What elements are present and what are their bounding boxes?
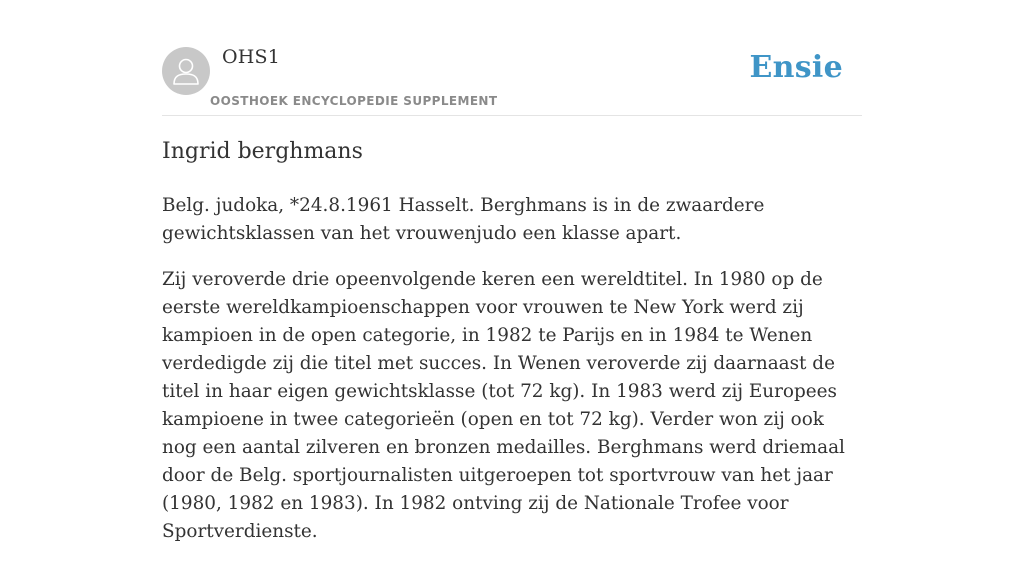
source-subtitle[interactable]: OOSTHOEK ENCYCLOPEDIE SUPPLEMENT [210, 94, 498, 108]
article-paragraph: Zij veroverde drie opeenvolgende keren een wereldtitel. In 1980 op de eerste wereldkampioenschappen voor vrouwen te New York werd zij kampioen in de open categorie, in 1982 te Parijs en in 1984 te Wenen verdedigde zij die titel met succes. In Wenen veroverde zij daarnaast de titel in haar eigen gewichtsklasse (tot 72 kg). In 1983 werd zij Europees kampioene in twee categorieën (open en tot 72 kg). Verder won zij ook nog een aantal zilveren en bronzen medailles. Berghmans werd driemaal door de Belg. sportjournalisten uitgeroepen tot sportvrouw van het jaar (1980, 1982 en 1983). In 1982 ontving zij de Nationale Trofee voor Sportverdienste. [162, 269, 845, 542]
user-avatar-icon [162, 47, 210, 95]
article-paragraph: Belg. judoka, *24.8.1961 Hasselt. Berghmans is in de zwaardere gewichtsklassen van het vrouwenjudo een klasse apart. [162, 195, 765, 244]
author-name[interactable]: OHS1 [222, 46, 281, 68]
brand-logo[interactable]: Ensie [749, 50, 843, 85]
header-divider [162, 115, 862, 116]
article-body [162, 192, 862, 564]
article-title: Ingrid berghmans [162, 139, 363, 164]
page [162, 0, 862, 542]
author-avatar[interactable] [162, 47, 210, 95]
